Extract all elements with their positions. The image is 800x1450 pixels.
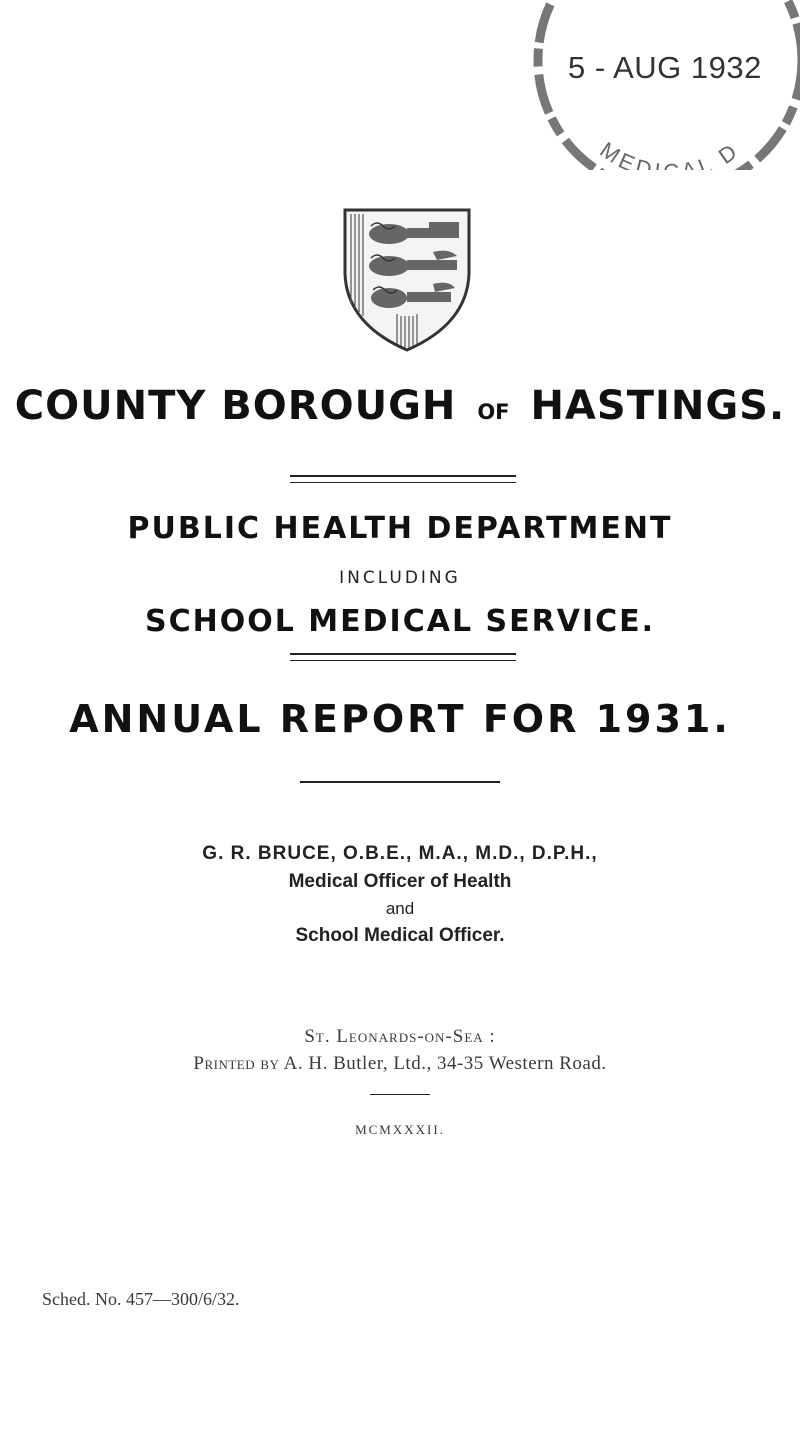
divider-line [300,781,500,783]
svg-text:MEDICAL D [596,137,745,170]
author-and: and [385,899,415,918]
stamp-date: 5 - AUG 1932 [568,50,762,85]
author-name: G. R. BRUCE, O.B.E., M.A., M.D., D.P.H., [202,843,598,864]
report-heading: ANNUAL REPORT FOR 1931. [69,697,731,741]
library-stamp [500,0,800,170]
imprint-printer [0,1053,800,1075]
printer-name: A. H. Butler, Ltd., 34-35 Western Road. [283,1053,607,1074]
title-main: COUNTY BOROUGH [14,383,457,429]
stamp-bottom-text: MED AL D [595,136,745,170]
title-place: HASTINGS. [530,383,786,429]
author-role-smo: School Medical Officer. [295,925,505,946]
school-medical-service: SCHOOL MEDICAL SERVICE. [145,604,655,639]
imprint-year: MCMXXXII. [355,1122,445,1137]
divider-short [370,1094,430,1095]
borough-title [0,383,800,429]
author-role-moh: Medical Officer of Health [288,871,512,892]
printed-by-label: Printed by [193,1053,280,1074]
divider-double [290,475,516,483]
department-name: PUBLIC HEALTH DEPARTMENT [127,511,673,546]
imprint-place: St. Leonards-on-Sea : [304,1026,496,1047]
including-label: INCLUDING [339,568,461,588]
borough-coat-of-arms-icon [337,204,477,354]
divider-double [290,653,516,661]
title-of: OF [477,400,510,424]
schedule-number: Sched. No. 457—300/6/32. [42,1289,240,1309]
